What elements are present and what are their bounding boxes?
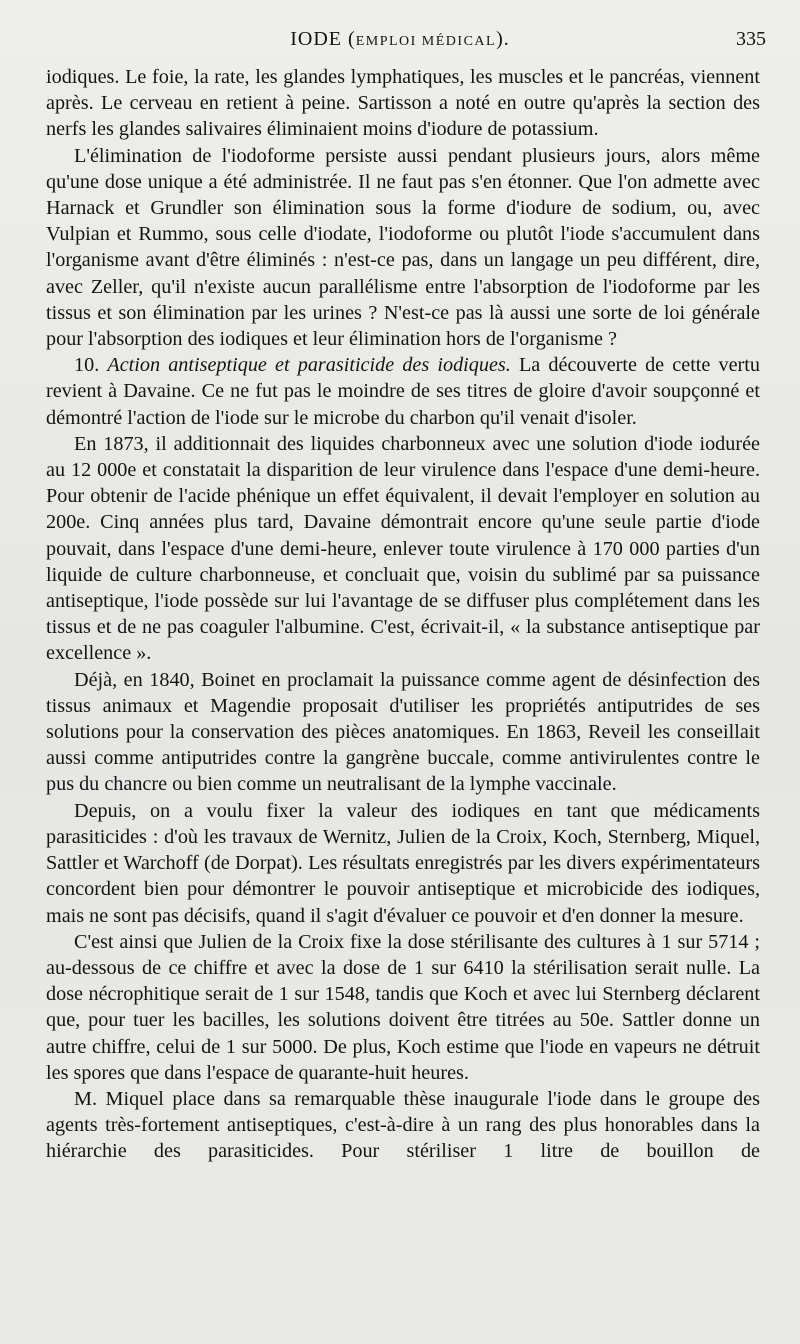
title-small-caps: EMPLOI MÉDICAL	[355, 34, 497, 49]
running-header	[0, 28, 800, 58]
section-heading: Action antiseptique et parasiticide des iodiques.	[107, 354, 511, 377]
paragraph-4	[46, 431, 760, 667]
title-main: IODE (	[290, 28, 356, 50]
paragraph-8	[46, 1086, 760, 1165]
paragraph-text: Depuis, on a voulu fixer la valeur des iodiques en tant que médicaments parasiticides : d'où les travaux de Wernitz, Julien de la Croix, Koch, Sternberg, Miquel, Sattler et Warchoff (de Dorpat). Les résultats enregistrés par les divers expérimentateurs concordent bien pour démontrer le pouvoir antiseptique et microbicide des iodiques, mais ne sont pas décisifs, quand il s'agit d'évaluer ce pouvoir et d'en donner la mesure.	[46, 799, 760, 927]
paragraph-2	[46, 143, 760, 353]
paragraph-text: C'est ainsi que Julien de la Croix fixe la dose stérilisante des cultures à 1 sur 5714 ; au-dessous de ce chiffre et avec la dose de 1 sur 6410 la stérilisation serait nulle. La dose nécrophitique serait de 1 sur 1548, tandis que Koch et avec lui Sternberg déclarent que, pour tuer les bacilles, les solutions doivent être titrées au 50e. Sattler donne un autre chiffre, celui de 1 sur 5000. De plus, Koch estime que l'iode en vapeurs ne détruit les spores que dans l'espace de quarante-huit heures.	[46, 930, 760, 1084]
running-title	[0, 28, 800, 51]
paragraph-text: L'élimination de l'iodoforme persiste aussi pendant plusieurs jours, alors même qu'une dose unique a été administrée. Il ne faut pas s'en étonner. Que l'on admette avec Harnack et Grundler son élimination sous la forme d'iodure de sodium, ou, avec Vulpian et Rummo, sous celle d'iodate, l'iodoforme ou plutôt l'iode s'accumulent dans l'organisme avant d'être éliminés : n'est-ce pas, dans un langage un peu différent, dire, avec Zeller, qu'il n'existe aucun parallélisme entre l'absorption de l'iodoforme par les tissus et son élimination par les urines ? N'est-ce pas là aussi une sorte de loi générale pour l'absorption des iodiques et leur élimination hors de l'organisme ?	[46, 144, 760, 351]
paragraph-6	[46, 798, 760, 929]
page-number: 335	[736, 28, 766, 50]
paragraph-text: La découverte de cette vertu revient à Davaine. Ce ne fut pas le moindre de ses titres de gloire d'avoir soupçonné et démontré l'action de l'iode sur le microbe du charbon qu'il venait d'isoler.	[46, 354, 760, 429]
paragraph-text: M. Miquel place dans sa remarquable thèse inaugurale l'iode dans le groupe des agents très-fortement antiseptiques, c'est-à-dire à un rang des plus honorables dans la hiérarchie des parasiticides. Pour stériliser 1 litre de bouillon de	[46, 1087, 760, 1163]
paragraph-3	[46, 352, 760, 431]
paragraph-text: Déjà, en 1840, Boinet en proclamait la puissance comme agent de désinfection des tissus animaux et Magendie proposait d'utiliser les propriétés antiputrides de ses solutions pour la conservation des pièces anatomiques. En 1863, Reveil les conseillait aussi comme antiputrides contre la gangrène buccale, comme antivirulentes contre le pus du chancre ou bien comme un neutralisant de la lymphe vaccinale.	[46, 668, 760, 796]
title-end: ).	[496, 28, 510, 50]
section-number: 10.	[74, 354, 108, 377]
body-text	[46, 64, 760, 1165]
paragraph-5	[46, 667, 760, 798]
paragraph-1	[46, 64, 760, 143]
paragraph-text: En 1873, il additionnait des liquides charbonneux avec une solution d'iode iodurée au 12 000e et constatait la disparition de leur virulence dans l'espace d'une demi-heure. Pour obtenir de l'acide phénique un effet équivalent, il devait l'employer en solution au 200e. Cinq années plus tard, Davaine démontrait encore qu'une seule partie d'iode pouvait, dans l'espace d'une demi-heure, enlever toute virulence à 170 000 parties d'un liquide de culture charbonneuse, et concluait que, voisin du sublimé par sa puissance antiseptique, l'iode possède sur lui l'avantage de se diffuser plus complétement dans les tissus et de ne pas coaguler l'albumine. C'est, écrivait-il, « la substance antiseptique par excellence ».	[46, 432, 760, 665]
paragraph-text: iodiques. Le foie, la rate, les glandes lymphatiques, les muscles et le pancréas, viennent après. Le cerveau en retient à peine. Sartisson a noté en outre qu'après la section des nerfs les glandes salivaires éliminaient moins d'iodure de potassium.	[46, 66, 760, 141]
paragraph-7	[46, 929, 760, 1086]
